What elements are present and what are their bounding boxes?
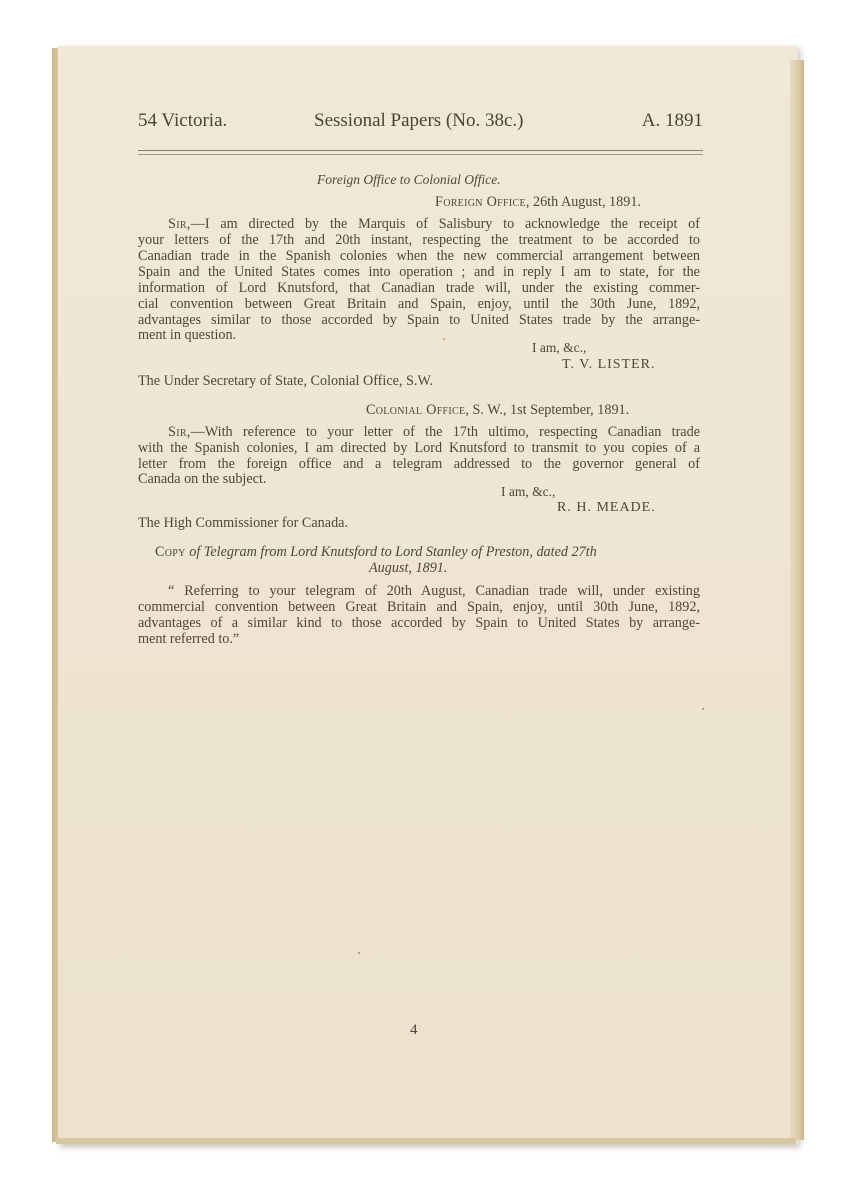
dateline-date: , 26th August, 1891. [525, 194, 641, 210]
dateline-office: Colonial Office [366, 402, 466, 418]
running-head-right: A. 1891 [641, 110, 703, 131]
letter-signature: R. H. MEADE. [557, 500, 656, 515]
telegram-heading [155, 544, 597, 560]
letter-body-line: cial convention between Great Britain and Spain, enjoy, until the 30th June, 1892, [138, 296, 700, 312]
page-edge-right [790, 60, 804, 1140]
telegram-body-line: ment referred to.” [138, 631, 240, 647]
running-head [138, 110, 703, 140]
dateline-office: Foreign Office [435, 194, 526, 210]
letter-dateline [435, 194, 641, 210]
paper-speck [702, 708, 704, 710]
letter-body-line: ment in question. [138, 327, 237, 343]
letter-dateline [366, 402, 629, 418]
letter-closing: I am, &c., [532, 340, 587, 355]
letter-body-line: letter from the foreign office and a telegram addressed to the governor general of [138, 456, 700, 472]
letter-body-line: your letters of the 17th and 20th instant, respecting the treatment to be accorded to [138, 232, 700, 248]
telegram-body-line: commercial convention between Great Britain and Spain, enjoy, until 30th June, 1892, [138, 599, 700, 615]
letter-closing: I am, &c., [501, 484, 556, 499]
letter-signature: T. V. LISTER. [562, 357, 656, 372]
running-head-center: Sessional Papers (No. 38c.) [314, 110, 524, 131]
telegram-body-line: advantages of a similar kind to those accorded by Spain to United States by arrange- [138, 615, 700, 631]
copy-label: Copy [155, 544, 186, 560]
letter-addressee: The High Commissioner for Canada. [138, 515, 349, 531]
salutation: Sir, [168, 216, 191, 232]
paper-speck [443, 338, 445, 340]
letter-body-line: Canada on the subject. [138, 471, 267, 487]
letter-addressee: The Under Secretary of State, Colonial Office, S.W. [138, 373, 434, 389]
salutation: Sir, [168, 424, 191, 440]
letter-body-line: Sir,—I am directed by the Marquis of Salisbury to acknowledge the receipt of [168, 216, 700, 232]
telegram-body-line: “ Referring to your telegram of 20th August, Canadian trade will, under existing [168, 583, 700, 599]
header-rule [138, 150, 703, 151]
letter-body-line: Canadian trade in the Spanish colonies when the new commercial arrangement between [138, 248, 700, 264]
letter-body-line: Sir,—With reference to your letter of the 17th ultimo, respecting Canadian trade [168, 424, 700, 440]
header-rule [138, 154, 703, 155]
page-number: 4 [410, 1022, 418, 1038]
telegram-heading-date: August, 1891. [369, 560, 448, 576]
letter-heading: Foreign Office to Colonial Office. [317, 172, 501, 187]
letter-body-line: advantages similar to those accorded by Spain to United States trade by the arrange- [138, 312, 700, 328]
letter-body-line: with the Spanish colonies, I am directed by Lord Knutsford to transmit to you copies of a [138, 440, 700, 456]
page-edge-bottom [56, 1138, 796, 1144]
running-head-left: 54 Victoria. [138, 110, 228, 131]
letter-body-line: Spain and the United States comes into operation ; and in reply I am to state, for the [138, 264, 700, 280]
dateline-date: , S. W., 1st September, 1891. [465, 402, 630, 418]
paper-speck [358, 952, 360, 954]
telegram-heading-text: of Telegram from Lord Knutsford to Lord Stanley of Preston, dated 27th [185, 544, 597, 560]
letter-body-line: information of Lord Knutsford, that Canadian trade will, under the existing commer- [138, 280, 700, 296]
